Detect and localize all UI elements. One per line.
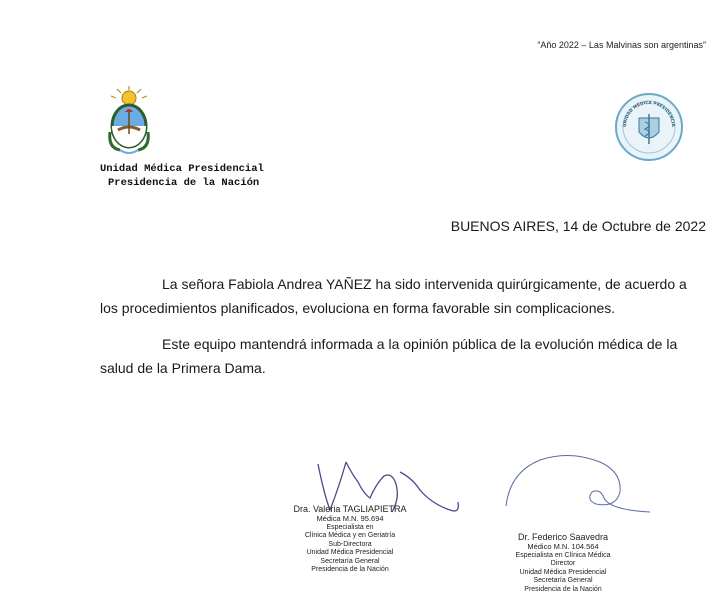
signer-title-line: Secretaría General — [533, 577, 593, 584]
year-motto: “Año 2022 – Las Malvinas son argentinas” — [537, 40, 706, 50]
signer-title-line: Clínica Médica y en Geriatría — [304, 532, 396, 539]
unidad-medica-presidencial-seal-icon — [614, 92, 684, 162]
signer-title-line: Secretaría General — [320, 557, 380, 565]
org-name: Unidad Médica Presidencial — [100, 163, 264, 175]
signer-name: Dra. Valeria TAGLIAPIETRA — [293, 504, 407, 514]
signer-title-line: Presidencia de la Nación — [311, 566, 389, 573]
signer-title-line: Director — [550, 560, 576, 567]
signer-title-line: Unidad Médica Presidencial — [306, 549, 394, 556]
signature-area — [0, 452, 720, 612]
signer-name: Dr. Federico Saavedra — [517, 532, 609, 542]
date-line: BUENOS AIRES, 14 de Octubre de 2022 — [450, 218, 706, 234]
handwritten-signature-saavedra — [500, 452, 660, 522]
signer-title-line: Sub-Directora — [328, 540, 372, 548]
argentina-coat-of-arms-icon — [106, 86, 152, 156]
signature-block-saavedra — [488, 532, 638, 594]
signer-title-line: Unidad Médica Presidencial — [519, 568, 607, 576]
signature-block-tagliapietra — [270, 504, 430, 575]
signer-title-line: Presidencia de la Nación — [524, 585, 602, 593]
signer-title-line: Especialista en Clínica Médica — [515, 551, 611, 559]
signer-license: Médico M.N. 104.564 — [527, 542, 599, 551]
signer-license: Médica M.N. 95.694 — [316, 514, 384, 523]
paragraph-surgery-report: La señora Fabiola Andrea YAÑEZ ha sido intervenida quirúrgicamente, de acuerdo a los procedimientos planificados, evoluciona en forma favorable sin complicaciones. — [100, 276, 687, 316]
org-parent: Presidencia de la Nación — [108, 177, 260, 189]
svg-text:UNIDAD MÉDICA PRESIDENCIAL · A: UNIDAD MÉDICA PRESIDENCIA — [621, 99, 677, 128]
signer-title-line: Especialista en — [326, 523, 374, 531]
organization-header — [100, 162, 264, 190]
paragraph-follow-up: Este equipo mantendrá informada a la opinión pública de la evolución médica de la salud de la Primera Dama. — [100, 336, 678, 376]
